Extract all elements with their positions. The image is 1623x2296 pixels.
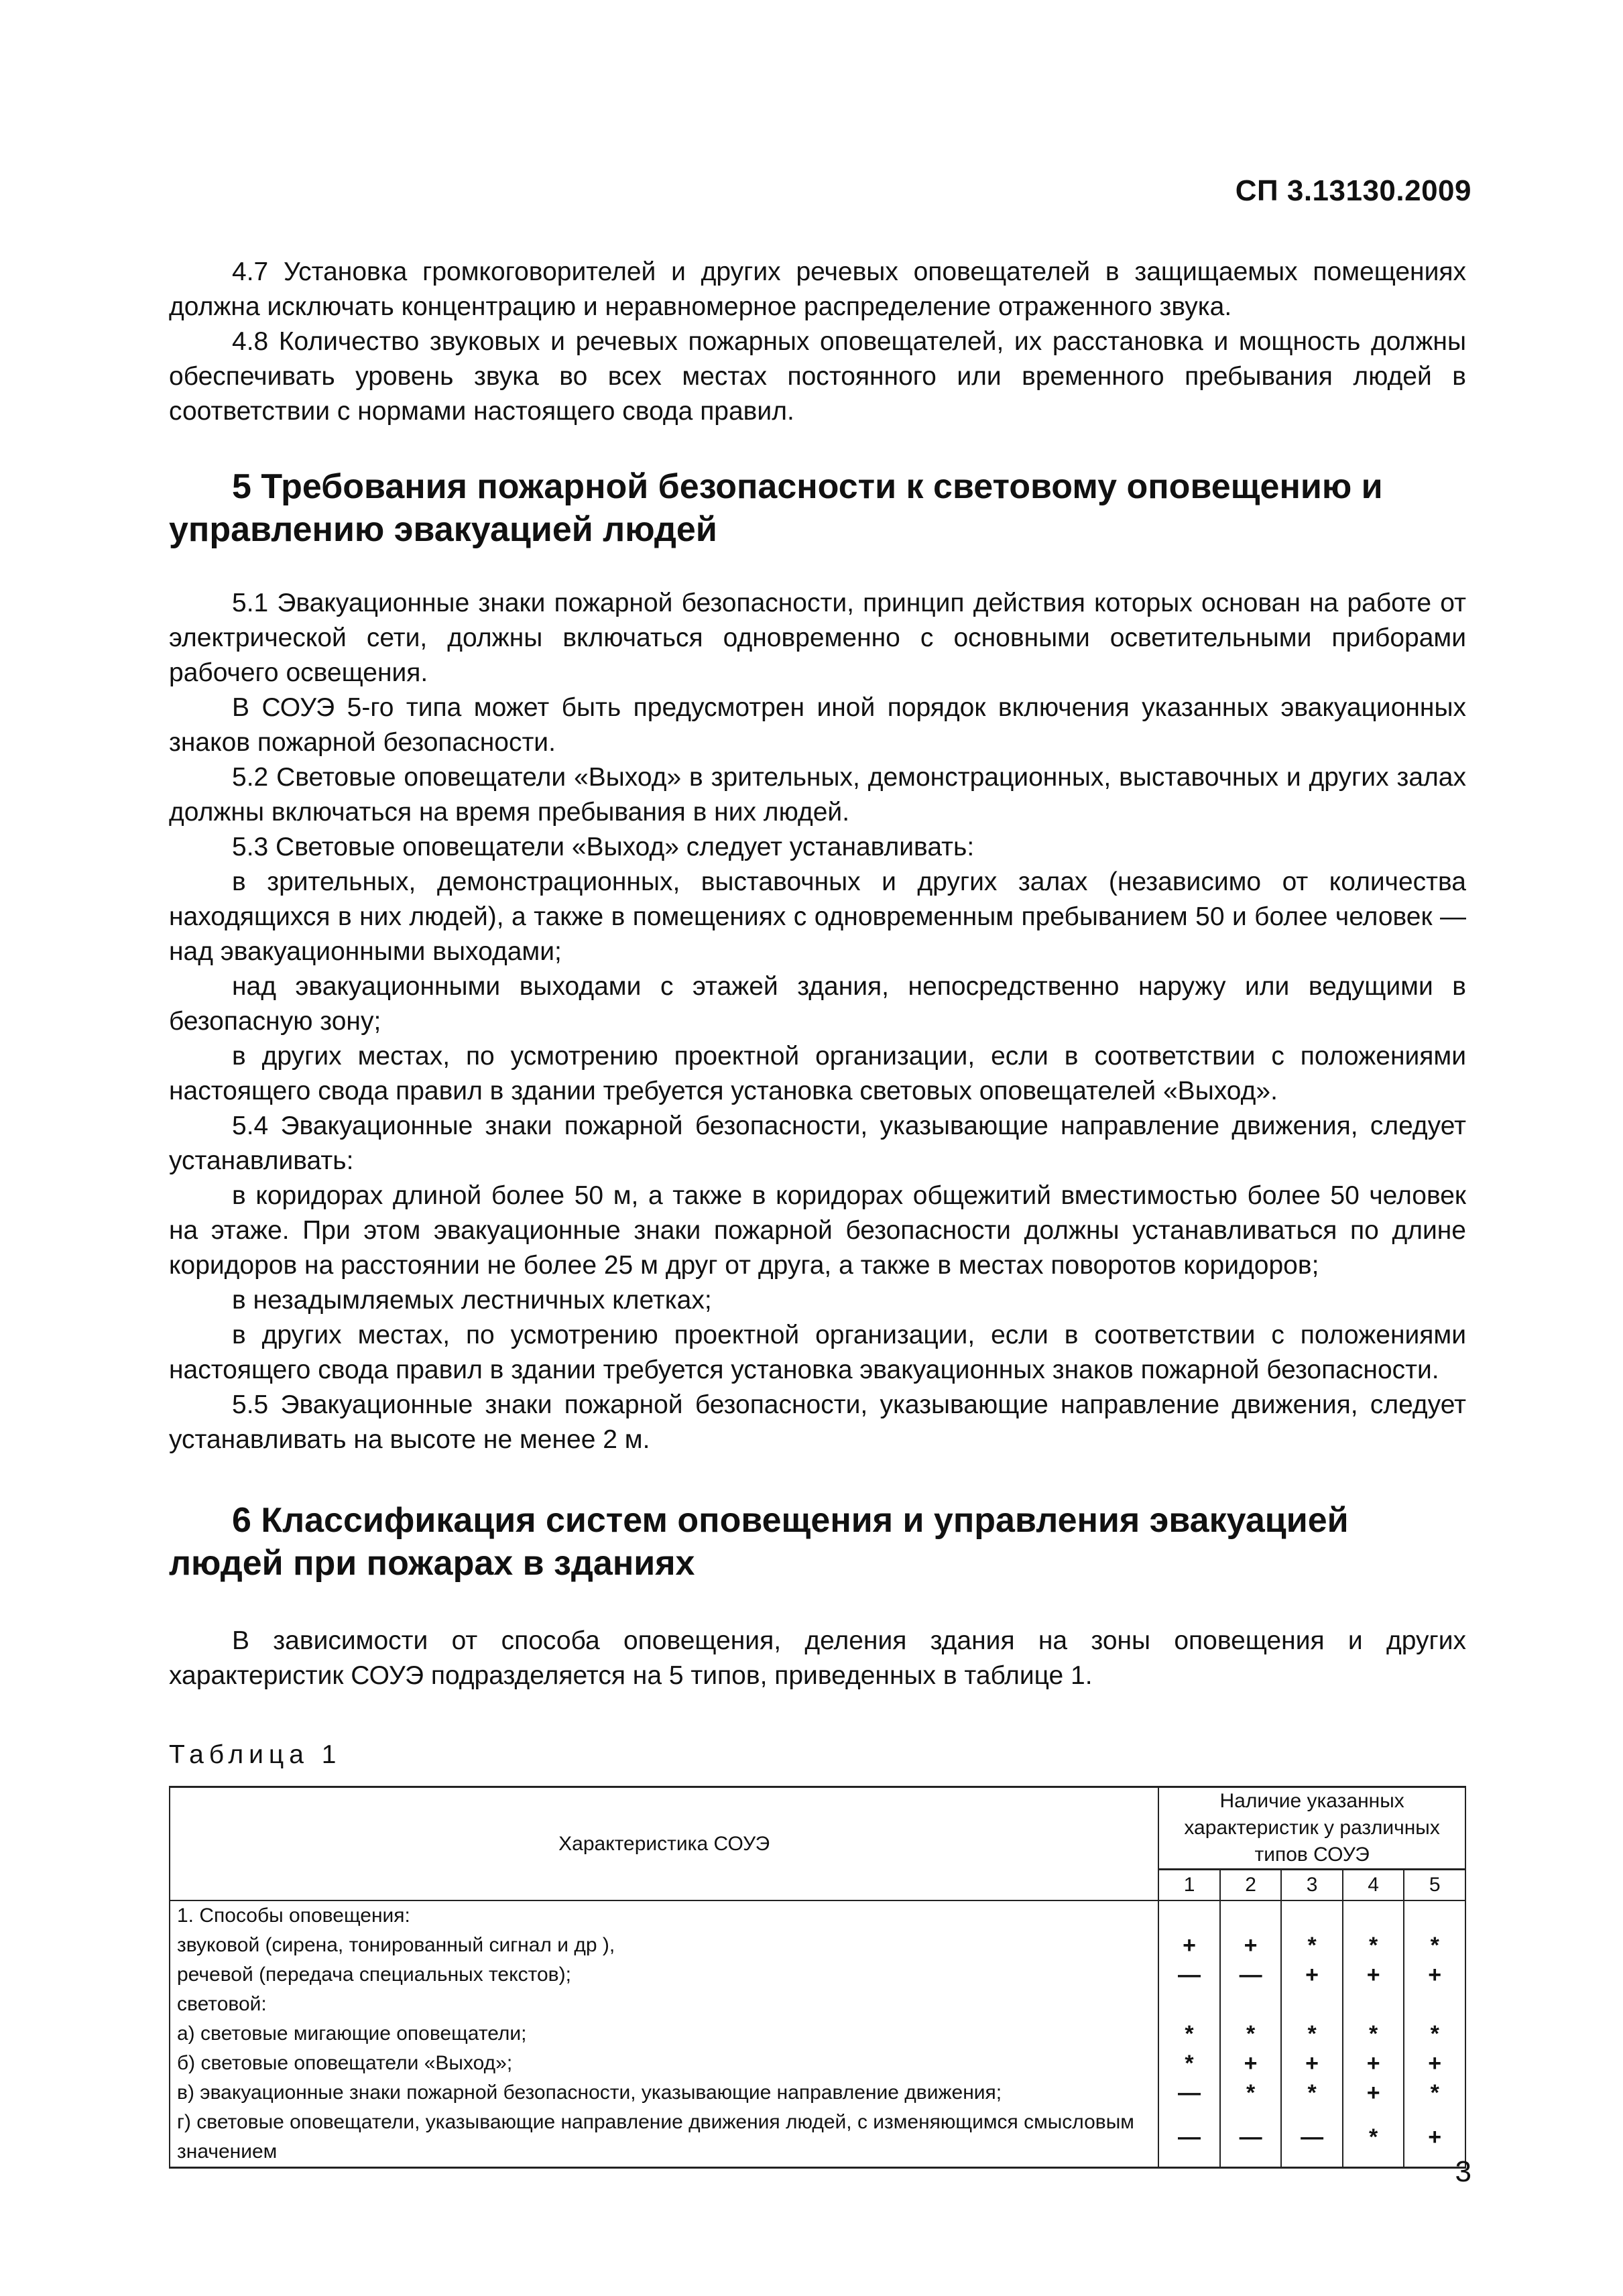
row-mark	[1343, 1900, 1404, 1931]
paragraph-5-1-note: В СОУЭ 5-го типа может быть предусмотрен иной порядок включения указанных эвакуационных знаков пожарной безопасности.	[169, 693, 1466, 757]
row-mark: —	[1220, 2108, 1282, 2168]
paragraph-5-4-item-1: в коридорах длиной более 50 м, а также в коридорах общежитий вместимостью более 50 человек на этаже. При этом эвакуационные знаки пожарной безопасности должны устанавливаться по длине коридоров на расстоянии не более 25 м друг от друга, а также в местах поворотов коридоров;	[169, 1181, 1466, 1280]
row-mark: *	[1404, 2019, 1465, 2049]
row-mark	[1158, 1990, 1220, 2019]
type-number-header: 1	[1158, 1870, 1220, 1901]
row-mark: —	[1158, 2078, 1220, 2108]
row-mark: —	[1281, 2108, 1343, 2168]
row-label: речевой (передача специальных текстов);	[170, 1960, 1158, 1990]
table-row	[170, 2049, 1465, 2078]
row-mark: +	[1343, 1960, 1404, 1990]
row-mark: *	[1220, 2078, 1282, 2108]
row-mark	[1220, 1990, 1282, 2019]
row-mark: +	[1343, 2078, 1404, 2108]
row-mark	[1281, 1990, 1343, 2019]
section-6-heading: 6 Классификация систем оповещения и управления эвакуацией людей при пожарах в зданиях	[169, 1501, 1349, 1583]
type-number-header: 4	[1343, 1870, 1404, 1901]
row-mark: +	[1343, 2049, 1404, 2078]
row-mark: +	[1404, 2049, 1465, 2078]
row-label: звуковой (сирена, тонированный сигнал и др ),	[170, 1931, 1158, 1960]
row-mark	[1404, 1900, 1465, 1931]
row-mark: *	[1281, 2078, 1343, 2108]
row-label: а) световые мигающие оповещатели;	[170, 2019, 1158, 2049]
row-mark	[1281, 1900, 1343, 1931]
row-mark: +	[1158, 1931, 1220, 1960]
paragraph-5-1: 5.1 Эвакуационные знаки пожарной безопасности, принцип действия которых основан на работе от электрической сети, должны включаться одновременно с основными осветительными приборами рабочего освещения.	[169, 589, 1466, 687]
section-5-heading: 5 Требования пожарной безопасности к световому оповещению и управлению эвакуацией людей	[169, 467, 1383, 549]
row-label: г) световые оповещатели, указывающие направление движения людей, с изменяющимся смысловым значением	[170, 2108, 1158, 2168]
paragraph-5-3-item-1: в зрительных, демонстрационных, выставочных и других залах (независимо от количества находящихся в них людей), а также в помещениях с одновременным пребыванием 50 и более человек — над эвакуационными выходами;	[169, 867, 1466, 966]
type-number-header: 2	[1220, 1870, 1282, 1901]
row-mark: +	[1281, 2049, 1343, 2078]
paragraph-5-4: 5.4 Эвакуационные знаки пожарной безопасности, указывающие направление движения, следует устанавливать:	[169, 1111, 1466, 1175]
classification-table	[169, 1786, 1466, 2169]
row-mark: *	[1343, 2019, 1404, 2049]
paragraph-5-3: 5.3 Световые оповещатели «Выход» следует устанавливать:	[232, 833, 975, 861]
type-number-header: 3	[1281, 1870, 1343, 1901]
row-mark: +	[1281, 1960, 1343, 1990]
paragraph-4-8: 4.8 Количество звуковых и речевых пожарных оповещателей, их расстановка и мощность должны обеспечивать уровень звука во всех местах постоянного или временного пребывания людей в соответствии с нормами настоящего свода правил.	[169, 327, 1466, 426]
row-label: б) световые оповещатели «Выход»;	[170, 2049, 1158, 2078]
table-caption: Таблица 1	[169, 1740, 342, 1769]
paragraph-5-4-item-3: в других местах, по усмотрению проектной организации, если в соответствии с положениями настоящего свода правил в здании требуется установка эвакуационных знаков пожарной безопасности.	[169, 1321, 1466, 1384]
table-row	[170, 1900, 1465, 1931]
row-mark: *	[1404, 2078, 1465, 2108]
row-mark: *	[1220, 2019, 1282, 2049]
paragraph-5-5: 5.5 Эвакуационные знаки пожарной безопасности, указывающие направление движения, следует устанавливать на высоте не менее 2 м.	[169, 1390, 1466, 1454]
row-mark	[1158, 1900, 1220, 1931]
row-mark: +	[1220, 2049, 1282, 2078]
table-row	[170, 1990, 1465, 2019]
row-mark: —	[1220, 1960, 1282, 1990]
row-label: 1. Способы оповещения:	[170, 1900, 1158, 1931]
table-row	[170, 2019, 1465, 2049]
document-code: СП 3.13130.2009	[1235, 174, 1471, 207]
paragraph-4-7: 4.7 Установка громкоговорителей и других речевых оповещателей в защищаемых помещениях должна исключать концентрацию и неравномерное распределение отраженного звука.	[169, 257, 1466, 321]
table-row	[170, 2108, 1465, 2168]
row-mark: *	[1404, 1931, 1465, 1960]
row-mark: *	[1343, 2108, 1404, 2168]
header-characteristic: Характеристика СОУЭ	[170, 1787, 1158, 1901]
table-row	[170, 1931, 1465, 1960]
row-mark: *	[1158, 2049, 1220, 2078]
paragraph-5-4-item-2: в незадымляемых лестничных клетках;	[232, 1286, 712, 1315]
paragraph-5-3-item-3: в других местах, по усмотрению проектной организации, если в соответствии с положениями настоящего свода правил в здании требуется установка световых оповещателей «Выход».	[169, 1042, 1466, 1105]
row-mark: +	[1404, 2108, 1465, 2168]
row-mark	[1404, 1990, 1465, 2019]
page-content	[169, 255, 1466, 2169]
row-mark	[1343, 1990, 1404, 2019]
table-row	[170, 1960, 1465, 1990]
row-mark: —	[1158, 2108, 1220, 2168]
row-mark	[1220, 1900, 1282, 1931]
row-mark: *	[1281, 2019, 1343, 2049]
row-mark: +	[1220, 1931, 1282, 1960]
row-mark: —	[1158, 1960, 1220, 1990]
table-row	[170, 2078, 1465, 2108]
paragraph-5-3-item-2: над эвакуационными выходами с этажей здания, непосредственно наружу или ведущими в безопасную зону;	[169, 972, 1466, 1036]
header-availability: Наличие указанных характеристик у различных типов СОУЭ	[1158, 1787, 1465, 1870]
row-mark: *	[1343, 1931, 1404, 1960]
row-mark: *	[1281, 1931, 1343, 1960]
row-mark: +	[1404, 1960, 1465, 1990]
row-mark: *	[1158, 2019, 1220, 2049]
type-number-header: 5	[1404, 1870, 1465, 1901]
row-label: в) эвакуационные знаки пожарной безопасности, указывающие направление движения;	[170, 2078, 1158, 2108]
paragraph-5-2: 5.2 Световые оповещатели «Выход» в зрительных, демонстрационных, выставочных и других залах должны включаться на время пребывания в них людей.	[169, 763, 1466, 827]
page-number: 3	[1455, 2155, 1471, 2188]
paragraph-6-intro: В зависимости от способа оповещения, деления здания на зоны оповещения и других характеристик СОУЭ подразделяется на 5 типов, приведенных в таблице 1.	[169, 1626, 1466, 1690]
row-label: световой:	[170, 1990, 1158, 2019]
